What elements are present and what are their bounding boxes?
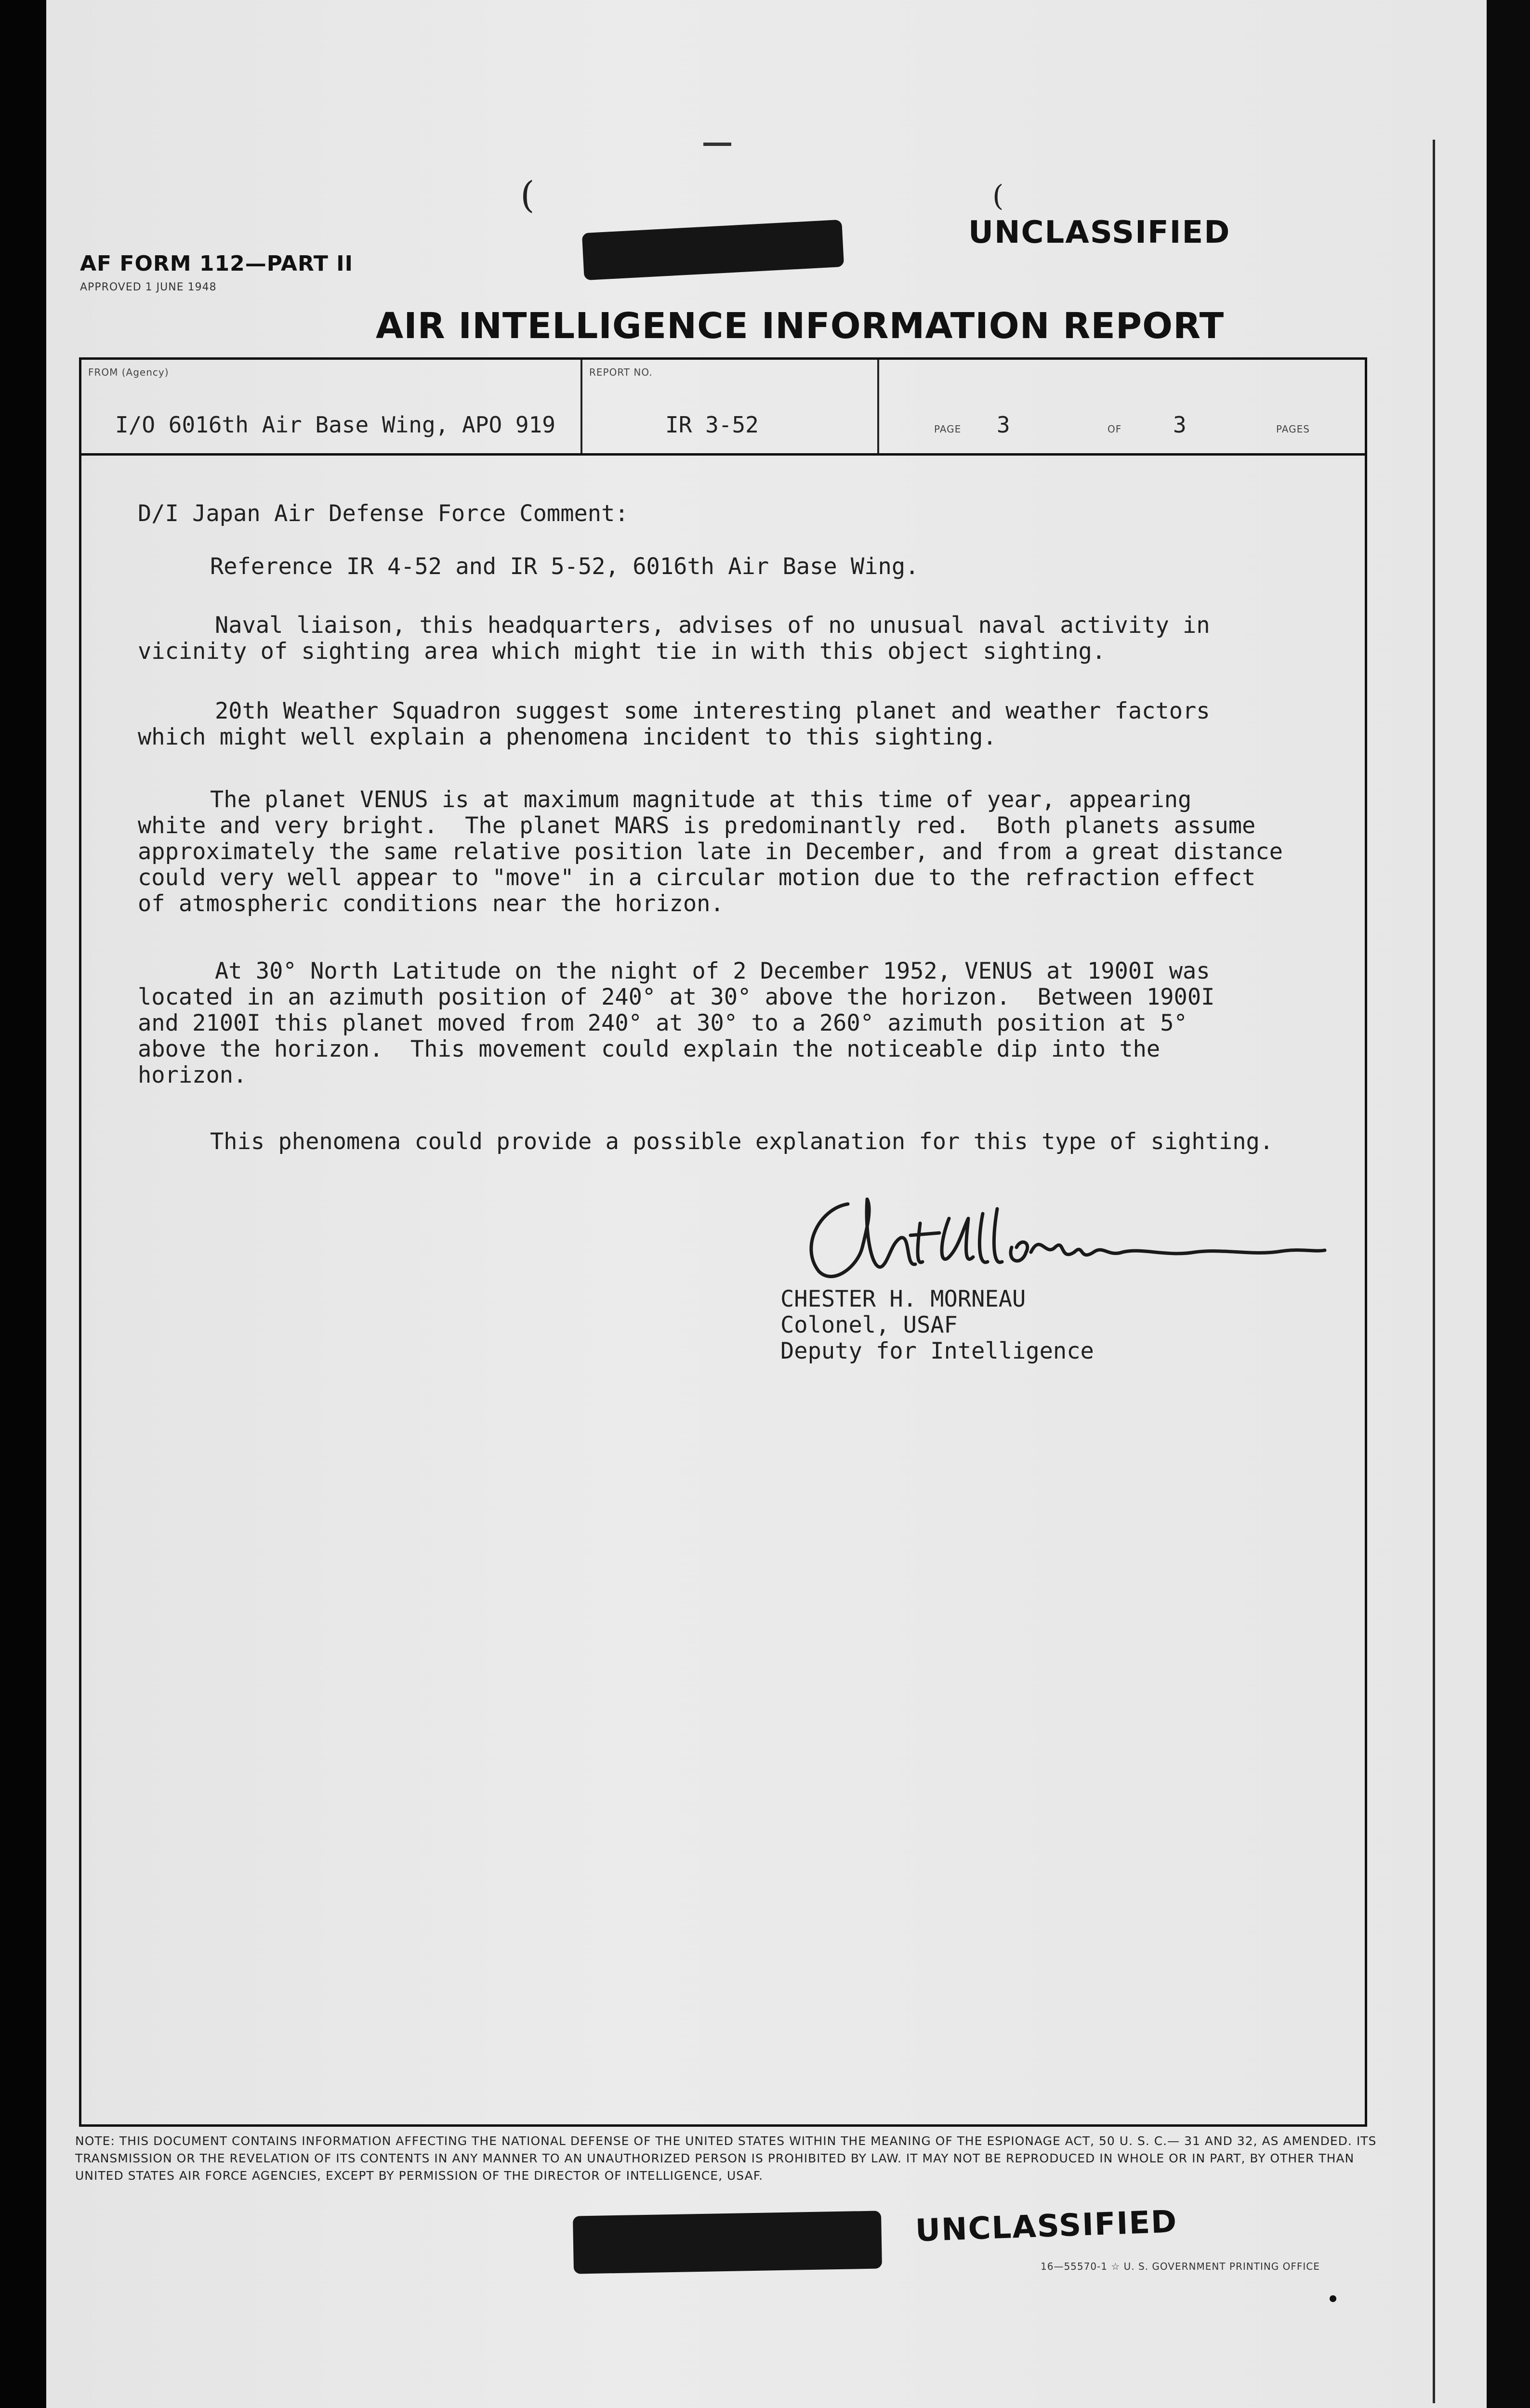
form-approved-date: APPROVED 1 JUNE 1948 xyxy=(80,281,217,293)
scan-edge xyxy=(1487,0,1530,2408)
espionage-act-notice: NOTE: THIS DOCUMENT CONTAINS INFORMATION AFFECTING THE NATIONAL DEFENSE OF THE UNITED STATES WITHIN THE MEANING OF THE ESPIONAGE ACT, 50 U. S. C.— 31 AND 32, AS AMENDED. ITS TRANSMISSION OR THE REVELATION OF ITS CONTENTS IN ANY MANNER TO AN UNAUTHORIZED PERSON IS PROHIBITED BY LAW. IT MAY NOT BE REPRODUCED IN WHOLE OR IN PART, BY OTHER THAN UNITED STATES AIR FORCE AGENCIES, EXCEPT BY PERMISSION OF THE DIRECTOR OF INTELLIGENCE, USAF. xyxy=(75,2134,1377,2183)
report-header xyxy=(81,360,1365,456)
from-value: I/O 6016th Air Base Wing, APO 919 xyxy=(115,412,555,438)
redaction-mark xyxy=(573,2211,882,2274)
para3-line: of atmospheric conditions near the horizon. xyxy=(138,890,724,917)
para4-line: At 30° North Latitude on the night of 2 December 1952, VENUS at 1900I was xyxy=(215,958,1210,984)
para3-line: white and very bright. The planet MARS is predominantly red. Both planets assume xyxy=(138,812,1256,839)
para2-line: 20th Weather Squadron suggest some interesting planet and weather factors xyxy=(215,698,1210,724)
pages-label: PAGES xyxy=(1276,423,1310,435)
para4-line: and 2100I this planet moved from 240° at 30° to a 260° azimuth position at 5° xyxy=(138,1010,1187,1036)
para4-line: above the horizon. This movement could explain the noticeable dip into the xyxy=(138,1036,1161,1062)
scan-speck xyxy=(1330,2295,1336,2302)
signer-title: Deputy for Intelligence xyxy=(780,1338,1094,1364)
header-divider xyxy=(580,360,582,453)
handwritten-bracket: ( xyxy=(992,179,1004,213)
classification-stamp-top: UNCLASSIFIED xyxy=(968,215,1231,250)
handwritten-signature xyxy=(790,1190,1330,1300)
report-no-label: REPORT NO. xyxy=(589,366,653,378)
page-edge-line xyxy=(1433,140,1435,2403)
para3-line: could very well appear to "move" in a circular motion due to the refraction effect xyxy=(138,864,1256,891)
signer-name: CHESTER H. MORNEAU xyxy=(780,1286,1026,1312)
para2-line: which might well explain a phenomena incident to this sighting. xyxy=(138,724,997,750)
classification-stamp-bottom: UNCLASSIFIED xyxy=(914,2204,1178,2249)
para3-line: approximately the same relative position late in December, and from a great distance xyxy=(138,838,1283,865)
of-label: OF xyxy=(1108,423,1122,435)
signer-rank: Colonel, USAF xyxy=(780,1312,958,1338)
page-label: PAGE xyxy=(934,423,962,435)
para4-line: horizon. xyxy=(138,1062,247,1088)
reference-line: Reference IR 4-52 and IR 5-52, 6016th Air Base Wing. xyxy=(210,553,919,580)
closing-line: This phenomena could provide a possible explanation for this type of sighting. xyxy=(210,1128,1274,1155)
from-label: FROM (Agency) xyxy=(88,366,169,378)
report-no-value: IR 3-52 xyxy=(665,412,759,438)
of-value: 3 xyxy=(1173,412,1187,438)
report-title: AIR INTELLIGENCE INFORMATION REPORT xyxy=(376,305,1225,347)
header-divider xyxy=(877,360,879,453)
para3-line: The planet VENUS is at maximum magnitude at this time of year, appearing xyxy=(210,786,1192,813)
page-value: 3 xyxy=(997,412,1010,438)
comment-heading: D/I Japan Air Defense Force Comment: xyxy=(138,500,629,527)
mark-dash xyxy=(703,143,731,146)
printing-office-code: 16—55570-1 ☆ U. S. GOVERNMENT PRINTING OFFICE xyxy=(1041,2261,1320,2272)
para1-line: Naval liaison, this headquarters, advises of no unusual naval activity in xyxy=(215,612,1210,639)
handwritten-bracket: ( xyxy=(520,173,535,216)
para4-line: located in an azimuth position of 240° at 30° above the horizon. Between 1900I xyxy=(138,984,1215,1010)
form-id: AF FORM 112—PART II xyxy=(80,251,353,276)
para1-line: vicinity of sighting area which might tie in with this object sighting. xyxy=(138,638,1106,665)
